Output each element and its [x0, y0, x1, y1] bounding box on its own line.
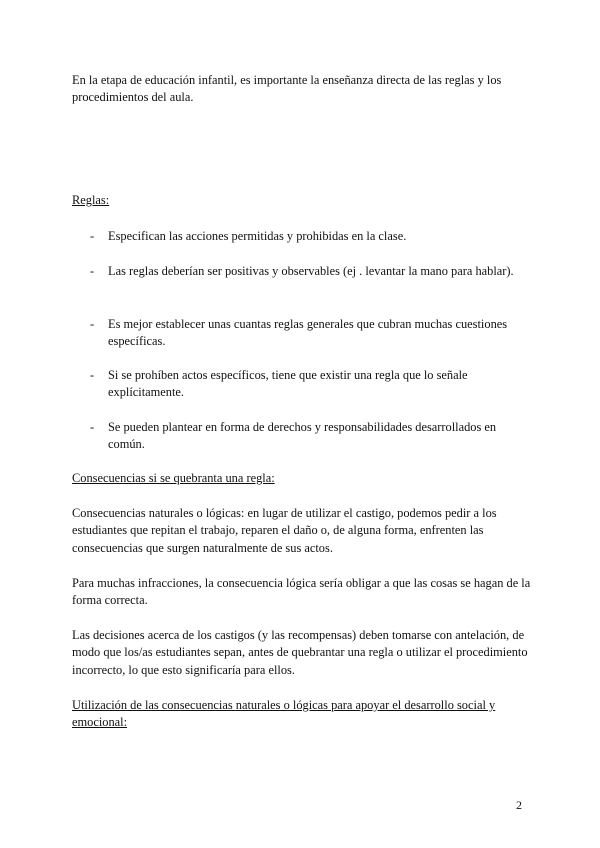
bullet-dash: - [90, 317, 95, 331]
list-item-text: Se pueden plantear en forma de derechos y responsabilidades desarrollados en común. [108, 420, 497, 452]
rules-heading: Reglas: [72, 193, 110, 207]
use-heading: Utilización de las consecuencias naturales o lógicas para apoyar el desarrollo social y emocional: [72, 698, 496, 730]
list-item-text: Especifican las acciones permitidas y prohibidas en la clase. [108, 229, 407, 243]
list-item-text: Es mejor establecer unas cuantas reglas generales que cubran muchas cuestiones específicas. [108, 317, 508, 349]
bullet-dash: - [90, 229, 95, 243]
bullet-dash: - [90, 420, 95, 434]
consequences-heading: Consecuencias si se quebranta una regla: [72, 471, 275, 485]
bullet-dash: - [90, 368, 95, 382]
list-item-text: Si se prohíben actos específicos, tiene que existir una regla que lo señale explícitamente. [108, 368, 468, 400]
list-item-text: Las reglas deberían ser positivas y observables (ej . levantar la mano para hablar). [108, 264, 514, 278]
intro-paragraph: En la etapa de educación infantil, es importante la enseñanza directa de las reglas y los procedimientos del aula. [72, 73, 502, 105]
consequences-paragraph: Las decisiones acerca de los castigos (y las recompensas) deben tomarse con antelación, de modo que los/as estudiantes sepan, antes de quebrantar una regla o utilizar el procedimiento incorrecto, lo que esto significaría para ellos. [72, 628, 528, 677]
consequences-paragraph: Consecuencias naturales o lógicas: en lugar de utilizar el castigo, podemos pedir a los estudiantes que repitan el trabajo, reparen el daño o, de alguna forma, enfrenten las consecuencias que surgen naturalmente de sus actos. [72, 506, 497, 555]
consequences-paragraph: Para muchas infracciones, la consecuencia lógica sería obligar a que las cosas se hagan de la forma correcta. [72, 576, 531, 608]
bullet-dash: - [90, 264, 95, 278]
page-number: 2 [516, 798, 522, 812]
